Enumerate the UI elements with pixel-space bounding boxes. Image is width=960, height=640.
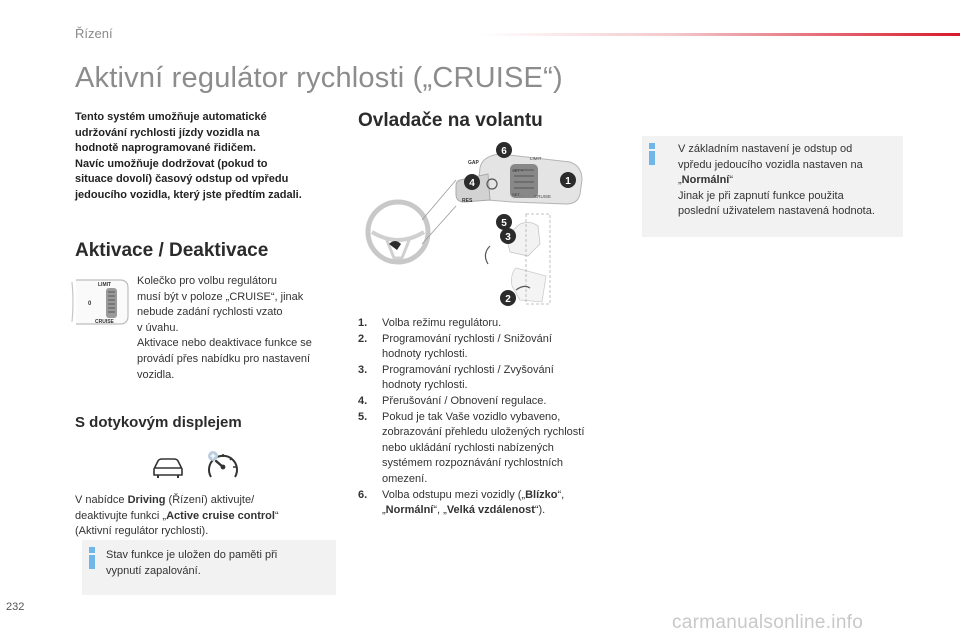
callout-3 [500, 228, 516, 244]
activation-line: nebude zadání rychlosti vzato [137, 306, 283, 319]
list-item [358, 316, 628, 332]
item-number: 3. [358, 363, 368, 376]
callout-1 [560, 172, 576, 188]
page-number: 232 [6, 601, 25, 613]
note-line: poslední uživatelem nastavená hodnota. [678, 205, 875, 218]
item-line: nebo ukládání rychlosti nabízených [382, 441, 554, 454]
callout-5 [496, 214, 512, 230]
touchscreen-heading: S dotykovým displejem [75, 414, 242, 431]
cruise-label: CRUISE [95, 319, 114, 325]
activation-line: Kolečko pro volbu regulátoru [137, 275, 278, 287]
speedometer-icon [205, 449, 241, 481]
watermark: carmanualsonline.info [672, 612, 864, 633]
distance-note [642, 136, 903, 237]
gap-label: GAP [468, 160, 479, 166]
callout-2 [500, 290, 516, 306]
text-span: deaktivujte funkci „ [75, 509, 167, 522]
item-number: 6. [358, 488, 368, 501]
text-span: „ [382, 504, 386, 517]
cruise-label: CRUISE [534, 194, 552, 199]
touchscreen-text [75, 493, 345, 540]
item-line: Přerušování / Obnovení regulace. [382, 394, 547, 407]
item-number: 2. [358, 332, 368, 345]
section-label: Řízení [75, 26, 113, 41]
text-span: „ [678, 174, 682, 187]
intro-line: udržování rychlosti jízdy vozidla na [75, 126, 260, 139]
intro-line: Tento systém umožňuje automatické [75, 111, 267, 123]
option-far: Velká vzdálenost [446, 504, 535, 517]
res-label: RES [462, 198, 473, 204]
text-span: “ [274, 509, 279, 522]
header-rule [480, 33, 960, 36]
activation-line: provádí přes nabídku pro nastavení [137, 352, 311, 365]
info-icon [649, 143, 655, 165]
item-line: Programování rychlosti / Zvyšování [382, 363, 554, 376]
note-line: vypnutí zapalování. [106, 564, 201, 577]
list-item [358, 363, 628, 394]
activation-line: vozidla. [137, 368, 175, 381]
item-line [382, 503, 628, 519]
touchscreen-line [75, 493, 345, 509]
option-normal: Normální [385, 504, 434, 517]
text-span: Volba odstupu mezi vozidly („ [382, 488, 526, 501]
item-number: 5. [358, 410, 368, 423]
text-span: “, „ [433, 504, 447, 517]
svg-text:4: 4 [469, 178, 475, 189]
text-span: V nabídce [75, 494, 128, 506]
svg-text:5: 5 [501, 218, 507, 229]
item-line: Programování rychlosti / Snižování [382, 332, 552, 345]
touchscreen-line: (Aktivní regulátor rychlosti). [75, 525, 209, 538]
acc-function-label: Active cruise control [166, 509, 275, 522]
memory-note [82, 540, 336, 595]
svg-text:2: 2 [505, 294, 511, 305]
intro-line: hodnotě naprogramované řidičem. [75, 142, 256, 155]
intro-line: Navíc umožňuje dodržovat (pokud to [75, 157, 268, 170]
intro-line: situace dovolí) časový odstup od vpředu [75, 173, 289, 186]
svg-text:6: 6 [501, 146, 507, 157]
item-line: zobrazování přehledu uložených rychlostí [382, 426, 585, 439]
option-close: Blízko [525, 488, 558, 501]
steering-wheel-diagram [360, 140, 592, 312]
note-line: Jinak je při zapnutí funkce použita [678, 189, 844, 202]
distance-note-text [678, 142, 875, 220]
activation-line: Aktivace nebo deaktivace funkce se [137, 337, 312, 350]
item-number: 4. [358, 394, 368, 407]
item-line: systémem rozpoznávání rychlostních [382, 457, 563, 470]
activation-heading: Aktivace / Deaktivace [75, 240, 269, 261]
item-number: 1. [358, 317, 368, 329]
svg-text:3: 3 [505, 232, 511, 243]
memory-note-text [106, 548, 277, 579]
note-line [678, 173, 875, 189]
steering-wheel-overview [368, 202, 428, 262]
limit-label: LIMIT [98, 282, 112, 288]
driving-menu-label: Driving [127, 494, 166, 506]
note-line: vpředu jedoucího vozidla nastaven na [678, 158, 863, 171]
text-span: “, [557, 488, 565, 501]
item-line: hodnoty rychlosti. [382, 348, 468, 361]
intro-line: jedoucího vozidla, který jste předtím zadali. [75, 188, 302, 201]
text-span: (Řízení) aktivujte/ [165, 494, 255, 506]
list-item [358, 332, 628, 363]
svg-text:1: 1 [565, 176, 571, 187]
activation-line: v úvahu. [137, 321, 179, 334]
text-span: “ [729, 174, 734, 187]
set-plus-label: SET + [512, 168, 524, 173]
page-title: Aktivní regulátor rychlosti („CRUISE“) [75, 62, 563, 94]
item-line: omezení. [382, 472, 428, 485]
text-span: “). [534, 504, 546, 517]
limit-label: LIMIT [530, 156, 542, 161]
list-item [358, 488, 628, 519]
intro-paragraph [75, 110, 345, 204]
info-icon [89, 547, 95, 569]
option-normal: Normální [681, 174, 730, 187]
item-line: Volba režimu regulátoru. [382, 317, 502, 329]
note-line: Stav funkce je uložen do paměti při [106, 549, 278, 561]
zero-label: 0 [88, 301, 92, 307]
controls-heading: Ovladače na volantu [358, 110, 543, 131]
callout-6 [496, 142, 512, 158]
activation-text [137, 274, 342, 383]
mode-switch-illustration [70, 276, 132, 328]
list-item [358, 394, 628, 410]
list-item [358, 410, 628, 488]
note-line: V základním nastavení je odstup od [678, 143, 853, 155]
callout-4 [464, 174, 480, 190]
item-line: Pokud je tak Vaše vozidlo vybaveno, [382, 410, 561, 423]
item-line: hodnoty rychlosti. [382, 379, 468, 392]
car-icon [151, 455, 185, 479]
set-minus-label: SET - [512, 192, 523, 197]
touchscreen-line [75, 509, 345, 525]
activation-line: musí být v poloze „CRUISE“, jinak [137, 290, 304, 303]
controls-list [358, 316, 628, 519]
item-line [382, 488, 628, 504]
